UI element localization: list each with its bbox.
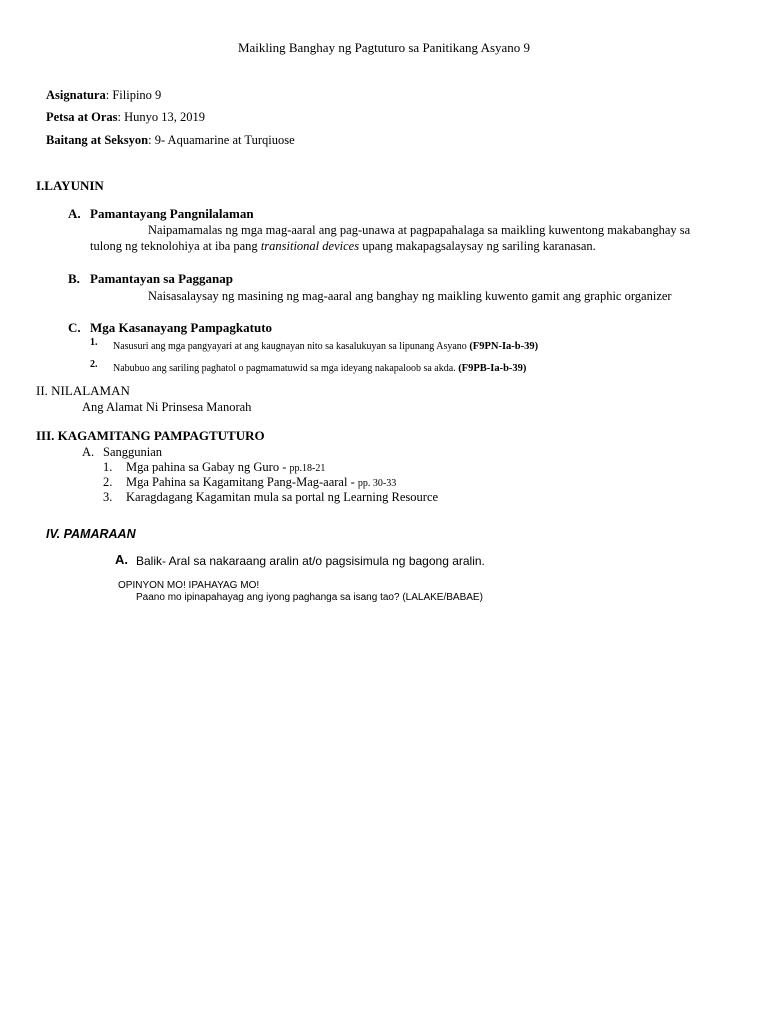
meta-date-value: : Hunyo 13, 2019	[117, 110, 206, 124]
layunin-a-paragraph	[90, 222, 710, 254]
document-title: Maikling Banghay ng Pagtuturo sa Panitikang Asyano 9	[237, 40, 531, 55]
skill-1-code: (F9PN-Ia-b-39)	[469, 341, 539, 352]
pamaraan-a-letter: A.	[115, 552, 128, 567]
skill-2-num: 2.	[90, 359, 98, 370]
section-kagamitan-heading: III. KAGAMITANG PAMPAGTUTURO	[36, 428, 265, 443]
layunin-b-paragraph: Naisasalaysay ng masining ng mag-aaral ang banghay ng maikling kuwento gamit ang graphic organizer	[148, 289, 672, 303]
skill-2-text: Nabubuo ang sariling paghatol o pagmamatuwid sa mga ideyang nakapaloob sa akda.	[113, 363, 459, 374]
meta-date-label: Petsa at Oras	[46, 110, 118, 124]
section-nilalaman-heading: II. NILALAMAN	[36, 383, 130, 398]
layunin-a-letter: A.	[68, 206, 81, 221]
layunin-b-letter: B.	[68, 271, 80, 286]
ref-3-text: Karagdagang Kagamitan mula sa portal ng Learning Resource	[126, 490, 439, 504]
skill-1-text: Nasusuri ang mga pangyayari at ang kaugnayan nito sa kasalukuyan sa lipunang Asyano	[113, 341, 470, 352]
meta-subject-value: : Filipino 9	[105, 88, 162, 102]
ref-2-text: Mga Pahina sa Kagamitang Pang-Mag-aaral -	[126, 475, 358, 489]
nilalaman-text: Ang Alamat Ni Prinsesa Manorah	[82, 400, 252, 414]
skill-1	[113, 336, 538, 354]
meta-section	[46, 133, 295, 148]
ref-1-pages: pp.18-21	[289, 463, 326, 474]
skill-2-code: (F9PB-Ia-b-39)	[458, 363, 527, 374]
meta-subject	[46, 88, 161, 103]
kagamitan-sub-letter: A.	[82, 445, 95, 459]
layunin-c-title: Mga Kasanayang Pampagkatuto	[90, 320, 273, 335]
ref-1-num: 1.	[103, 460, 113, 474]
ref-2-pages: pp. 30-33	[357, 478, 397, 489]
layunin-a-text-before: Naipamamalas ng mga mag-aaral ang pag-unawa at pagpapahalaga sa maikling kuwentong makabanghay sa tulong ng teknolohiya at iba pang	[90, 223, 691, 253]
section-pamaraan-heading: IV. PAMARAAN	[46, 527, 136, 541]
layunin-a-title: Pamantayang Pangnilalaman	[90, 206, 254, 221]
ref-2	[126, 475, 396, 490]
section-layunin-heading: I.LAYUNIN	[36, 178, 104, 193]
ref-1	[126, 460, 325, 475]
opinion-question: Paano mo ipinapahayag ang iyong paghanga sa isang tao? (LALAKE/BABAE)	[136, 592, 483, 603]
ref-1-text: Mga pahina sa Gabay ng Guro -	[126, 460, 290, 474]
kagamitan-sub-title: Sanggunian	[103, 445, 163, 459]
skill-1-num: 1.	[90, 337, 98, 348]
skill-2	[113, 358, 526, 376]
opinion-label: OPINYON MO! IPAHAYAG MO!	[118, 580, 260, 591]
layunin-a-text-after: upang makapagsalaysay ng sariling karanasan.	[359, 239, 596, 253]
layunin-c-letter: C.	[68, 320, 81, 335]
ref-2-num: 2.	[103, 475, 113, 489]
meta-subject-label: Asignatura	[46, 88, 106, 102]
meta-date	[46, 110, 205, 125]
layunin-a-text-italic: transitional devices	[260, 239, 360, 253]
layunin-b-title: Pamantayan sa Pagganap	[90, 271, 234, 286]
pamaraan-a-text: Balik- Aral sa nakaraang aralin at/o pagsisimula ng bagong aralin.	[136, 554, 485, 568]
meta-section-value: : 9- Aquamarine at Turqiuose	[148, 133, 295, 147]
meta-section-label: Baitang at Seksyon	[46, 133, 149, 147]
ref-3-num: 3.	[103, 490, 113, 504]
